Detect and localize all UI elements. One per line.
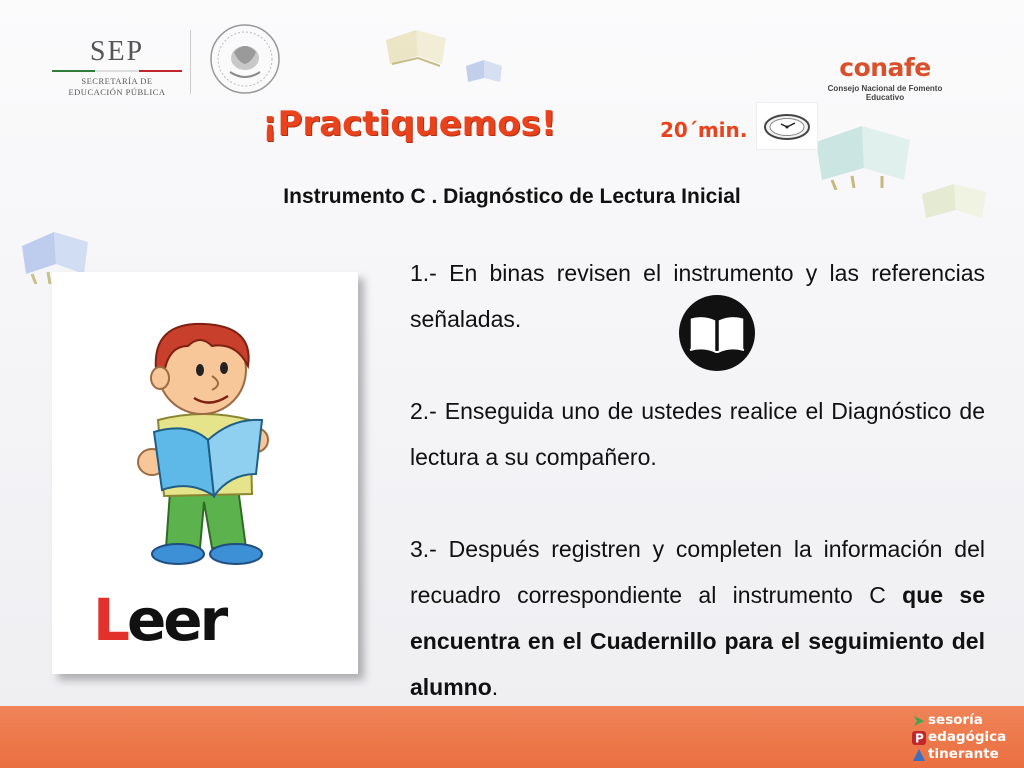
leer-rest: eer bbox=[126, 586, 226, 654]
sep-title: SEP bbox=[89, 36, 145, 67]
conafe-subtitle: Consejo Nacional de Fomento Educativo bbox=[827, 84, 943, 102]
clock-icon bbox=[757, 103, 817, 149]
clock-frame bbox=[756, 102, 818, 150]
conafe-logo bbox=[815, 54, 955, 102]
seal-icon bbox=[208, 22, 282, 96]
conafe-wordmark: conafe bbox=[839, 53, 931, 82]
footer-bar bbox=[0, 706, 1024, 768]
sep-subtitle: SECRETARÍA DE EDUCACIÓN PÚBLICA bbox=[68, 76, 166, 97]
logo-divider bbox=[190, 30, 191, 94]
reading-child-illustration bbox=[112, 312, 312, 572]
paper-book-decoration bbox=[382, 26, 452, 70]
leer-word bbox=[93, 586, 225, 654]
paper-book-decoration bbox=[812, 120, 916, 190]
instruction-2: 2.- Enseguida uno de ustedes realice el Diagnóstico de lectura a su compañero. bbox=[410, 398, 985, 470]
open-book-icon bbox=[678, 294, 756, 372]
triangle-mark-icon bbox=[912, 748, 926, 762]
arrow-mark-icon bbox=[912, 714, 926, 728]
svg-text:P: P bbox=[915, 731, 924, 745]
instruction-3-bold: que se encuentra en el Cuadernillo para el seguimiento del alumno bbox=[410, 582, 985, 700]
sep-logo bbox=[52, 36, 182, 98]
paper-book-decoration bbox=[464, 58, 504, 86]
p-mark-icon bbox=[912, 731, 926, 745]
duration-label: 20´min. bbox=[660, 118, 748, 142]
sep-color-line bbox=[52, 70, 182, 72]
instruction-1: 1.- En binas revisen el instrumento y las referencias señaladas. bbox=[410, 260, 985, 332]
leer-first-letter: L bbox=[93, 586, 127, 654]
slide-title: ¡Practiquemos! bbox=[262, 104, 557, 144]
asesoria-logo: sesoría P edagógica tinerante bbox=[912, 712, 1020, 763]
instruction-3: 3.- Después registren y completen la información del recuadro correspondiente al instrumento C que se encuentra en el Cuadernillo para el seguimiento del alumno. bbox=[410, 536, 985, 700]
slide-subtitle: Instrumento C . Diagnóstico de Lectura Inicial bbox=[283, 185, 741, 208]
